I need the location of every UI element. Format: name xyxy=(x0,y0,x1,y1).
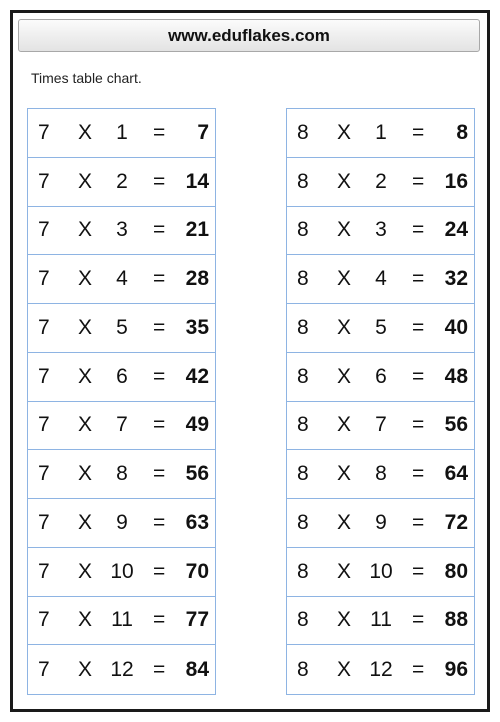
table-row xyxy=(287,158,474,207)
product: 96 xyxy=(444,657,468,681)
times-sign: X xyxy=(78,657,93,681)
equals-sign: = xyxy=(412,608,425,632)
product: 70 xyxy=(185,559,209,583)
multiplier: 6 xyxy=(116,364,128,388)
times-sign: X xyxy=(78,413,93,437)
equals-sign: = xyxy=(153,169,166,193)
times-sign: X xyxy=(337,510,352,534)
multiplicand: 7 xyxy=(38,267,50,291)
product: 80 xyxy=(444,559,468,583)
times-sign: X xyxy=(337,462,352,486)
equals-sign: = xyxy=(153,315,166,339)
multiplier: 8 xyxy=(116,462,128,486)
table-row xyxy=(287,548,474,597)
product: 77 xyxy=(185,608,209,632)
multiplicand: 7 xyxy=(38,315,50,339)
equals-sign: = xyxy=(412,462,425,486)
table-row xyxy=(287,402,474,451)
multiplier: 9 xyxy=(375,510,387,534)
equals-sign: = xyxy=(412,169,425,193)
multiplier: 2 xyxy=(116,169,128,193)
equals-sign: = xyxy=(153,120,166,144)
product: 64 xyxy=(444,462,468,486)
times-sign: X xyxy=(337,267,352,291)
equals-sign: = xyxy=(412,510,425,534)
multiplier: 1 xyxy=(116,120,128,144)
times-sign: X xyxy=(337,413,352,437)
times-sign: X xyxy=(337,657,352,681)
product: 48 xyxy=(444,364,468,388)
multiplier: 5 xyxy=(375,315,387,339)
product: 84 xyxy=(185,657,209,681)
equals-sign: = xyxy=(153,657,166,681)
table-row xyxy=(287,207,474,256)
product: 63 xyxy=(185,510,209,534)
multiplicand: 8 xyxy=(297,315,309,339)
multiplier: 10 xyxy=(369,559,393,583)
multiplier: 12 xyxy=(110,657,134,681)
site-banner: www.eduflakes.com xyxy=(18,19,480,52)
multiplicand: 7 xyxy=(38,169,50,193)
table-row xyxy=(28,450,215,499)
product: 56 xyxy=(185,462,209,486)
equals-sign: = xyxy=(412,364,425,388)
product: 21 xyxy=(185,218,209,242)
multiplier: 10 xyxy=(110,559,134,583)
worksheet-frame xyxy=(10,10,490,712)
multiplicand: 7 xyxy=(38,608,50,632)
product: 7 xyxy=(197,120,209,144)
times-sign: X xyxy=(337,169,352,193)
multiplicand: 8 xyxy=(297,120,309,144)
equals-sign: = xyxy=(412,120,425,144)
table-row xyxy=(28,304,215,353)
multiplier: 4 xyxy=(375,267,387,291)
times-sign: X xyxy=(337,364,352,388)
product: 16 xyxy=(444,169,468,193)
multiplicand: 8 xyxy=(297,462,309,486)
times-sign: X xyxy=(78,218,93,242)
multiplier: 11 xyxy=(111,608,133,632)
multiplier: 12 xyxy=(369,657,393,681)
multiplicand: 8 xyxy=(297,657,309,681)
table-row xyxy=(287,450,474,499)
times-sign: X xyxy=(337,559,352,583)
multiplier: 1 xyxy=(375,120,387,144)
multiplicand: 7 xyxy=(38,364,50,388)
table-row xyxy=(287,353,474,402)
multiplier: 2 xyxy=(375,169,387,193)
product: 35 xyxy=(185,315,209,339)
table-row xyxy=(28,255,215,304)
product: 24 xyxy=(444,218,468,242)
table-row xyxy=(287,109,474,158)
equals-sign: = xyxy=(153,510,166,534)
multiplicand: 7 xyxy=(38,218,50,242)
multiplicand: 8 xyxy=(297,267,309,291)
multiplier: 11 xyxy=(370,608,392,632)
table-row xyxy=(28,597,215,646)
times-sign: X xyxy=(337,315,352,339)
multiplicand: 7 xyxy=(38,559,50,583)
equals-sign: = xyxy=(412,413,425,437)
product: 40 xyxy=(444,315,468,339)
multiplicand: 8 xyxy=(297,608,309,632)
equals-sign: = xyxy=(412,315,425,339)
times-sign: X xyxy=(78,120,93,144)
table-row xyxy=(28,353,215,402)
equals-sign: = xyxy=(153,462,166,486)
times-sign: X xyxy=(78,608,93,632)
times-sign: X xyxy=(78,169,93,193)
times-table-8 xyxy=(286,108,475,695)
multiplier: 5 xyxy=(116,315,128,339)
multiplier: 3 xyxy=(116,218,128,242)
equals-sign: = xyxy=(412,218,425,242)
times-sign: X xyxy=(78,559,93,583)
product: 8 xyxy=(456,120,468,144)
multiplier: 7 xyxy=(116,413,128,437)
multiplier: 8 xyxy=(375,462,387,486)
multiplicand: 7 xyxy=(38,657,50,681)
product: 14 xyxy=(185,169,209,193)
equals-sign: = xyxy=(153,267,166,291)
multiplicand: 8 xyxy=(297,169,309,193)
times-sign: X xyxy=(78,267,93,291)
times-sign: X xyxy=(337,608,352,632)
times-sign: X xyxy=(337,218,352,242)
multiplicand: 7 xyxy=(38,120,50,144)
multiplier: 4 xyxy=(116,267,128,291)
table-row xyxy=(28,158,215,207)
multiplicand: 8 xyxy=(297,559,309,583)
multiplicand: 8 xyxy=(297,413,309,437)
table-row xyxy=(28,499,215,548)
times-sign: X xyxy=(78,462,93,486)
multiplier: 3 xyxy=(375,218,387,242)
product: 56 xyxy=(444,413,468,437)
times-sign: X xyxy=(337,120,352,144)
equals-sign: = xyxy=(412,657,425,681)
equals-sign: = xyxy=(153,364,166,388)
product: 72 xyxy=(444,510,468,534)
multiplicand: 8 xyxy=(297,218,309,242)
multiplier: 6 xyxy=(375,364,387,388)
equals-sign: = xyxy=(153,559,166,583)
multiplicand: 8 xyxy=(297,364,309,388)
product: 49 xyxy=(185,413,209,437)
table-row xyxy=(28,645,215,694)
table-row xyxy=(287,499,474,548)
equals-sign: = xyxy=(412,559,425,583)
multiplier: 9 xyxy=(116,510,128,534)
table-row xyxy=(28,548,215,597)
table-row xyxy=(28,109,215,158)
equals-sign: = xyxy=(153,413,166,437)
equals-sign: = xyxy=(412,267,425,291)
multiplicand: 7 xyxy=(38,462,50,486)
table-row xyxy=(28,402,215,451)
table-row xyxy=(287,255,474,304)
table-row xyxy=(287,645,474,694)
times-sign: X xyxy=(78,315,93,339)
product: 28 xyxy=(185,267,209,291)
times-table-7 xyxy=(27,108,216,695)
table-row xyxy=(287,597,474,646)
product: 88 xyxy=(444,608,468,632)
table-row xyxy=(28,207,215,256)
product: 42 xyxy=(185,364,209,388)
table-row xyxy=(287,304,474,353)
times-sign: X xyxy=(78,510,93,534)
equals-sign: = xyxy=(153,608,166,632)
equals-sign: = xyxy=(153,218,166,242)
multiplicand: 8 xyxy=(297,510,309,534)
multiplicand: 7 xyxy=(38,510,50,534)
multiplier: 7 xyxy=(375,413,387,437)
multiplicand: 7 xyxy=(38,413,50,437)
worksheet-caption: Times table chart. xyxy=(31,70,142,86)
product: 32 xyxy=(444,267,468,291)
times-sign: X xyxy=(78,364,93,388)
